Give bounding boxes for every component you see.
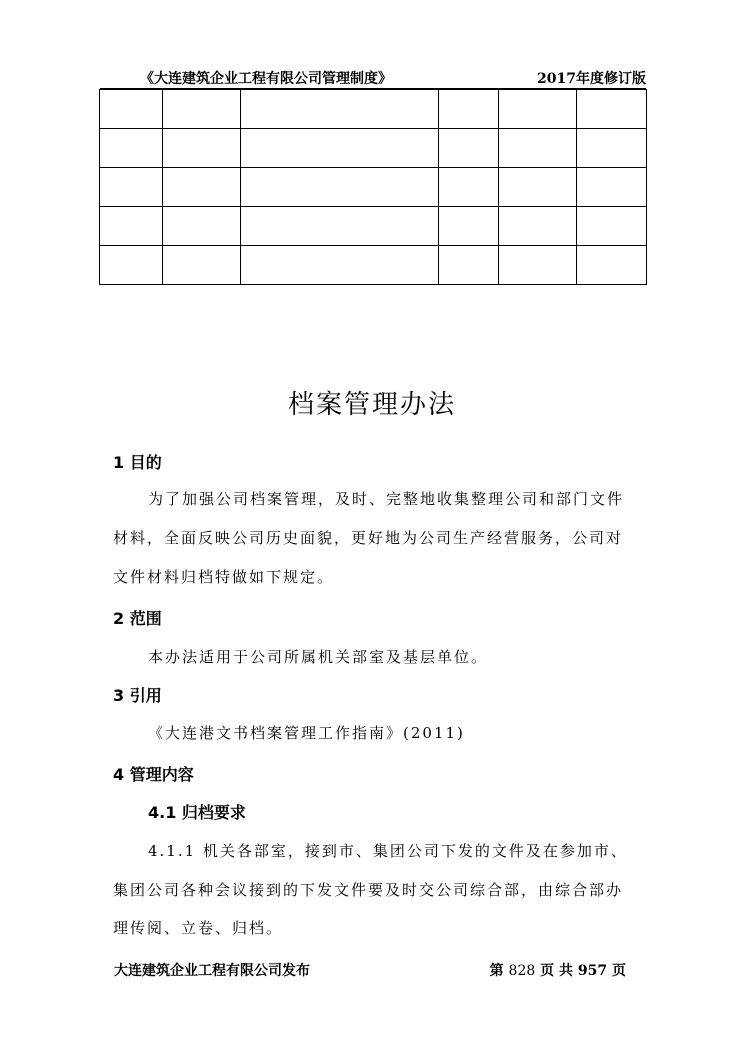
table-cell	[100, 90, 163, 129]
page-current: 828	[508, 963, 536, 979]
header-title: 《大连建筑企业工程有限公司管理制度》	[140, 71, 392, 87]
table-row	[100, 129, 647, 168]
paragraph-line: 4.1.1 机关各部室，接到市、集团公司下发的文件及在参加市、	[148, 842, 628, 860]
paragraph-line: 为了加强公司档案管理，及时、完整地收集整理公司和部门文件	[148, 490, 625, 508]
table-row	[100, 207, 647, 246]
document-title: 档案管理办法	[287, 390, 456, 420]
table-cell	[162, 129, 240, 168]
table-cell	[240, 246, 439, 285]
table-cell	[240, 168, 439, 207]
table-cell	[162, 246, 240, 285]
table-cell	[240, 129, 439, 168]
blank-table	[99, 89, 647, 285]
table-cell	[499, 207, 577, 246]
table-cell	[439, 207, 499, 246]
paragraph-line: 材料，全面反映公司历史面貌，更好地为公司生产经营服务，公司对	[113, 529, 624, 547]
table-cell	[577, 129, 647, 168]
table-row	[100, 90, 647, 129]
table-cell	[162, 168, 240, 207]
table-cell	[100, 168, 163, 207]
table-row	[100, 246, 647, 285]
table-cell	[240, 90, 439, 129]
section-heading-reference: 3 引用	[113, 686, 162, 705]
page-number	[490, 960, 626, 980]
table-cell	[240, 207, 439, 246]
table-cell	[577, 246, 647, 285]
page-header	[100, 66, 646, 89]
table-cell	[499, 90, 577, 129]
table-cell	[577, 168, 647, 207]
table-cell	[162, 207, 240, 246]
page-total: 957	[577, 963, 608, 979]
paragraph-line: 《大连港文书档案管理工作指南》(2011)	[148, 724, 465, 742]
table-cell	[439, 246, 499, 285]
table-cell	[577, 90, 647, 129]
paragraph-line: 集团公司各种会议接到的下发文件要及时交公司综合部，由综合部办	[113, 881, 624, 899]
paragraph-line: 理传阅、立卷、归档。	[113, 919, 284, 937]
section-heading-management: 4 管理内容	[113, 765, 194, 784]
section-heading-scope: 2 范围	[113, 609, 162, 628]
page-prefix: 第	[489, 963, 504, 979]
table-cell	[100, 129, 163, 168]
table-row	[100, 168, 647, 207]
table-cell	[439, 90, 499, 129]
table-cell	[162, 90, 240, 129]
table-cell	[499, 246, 577, 285]
paragraph-line: 本办法适用于公司所属机关部室及基层单位。	[148, 648, 489, 666]
section-heading-purpose: 1 目的	[113, 453, 162, 472]
table-cell	[439, 168, 499, 207]
table-cell	[100, 207, 163, 246]
table-cell	[577, 207, 647, 246]
subsection-heading-filing: 4.1 归档要求	[148, 803, 246, 822]
header-version: 2017年度修订版	[537, 71, 646, 87]
paragraph-line: 文件材料归档特做如下规定。	[113, 568, 335, 586]
page-mid: 页 共	[540, 963, 574, 979]
table-cell	[100, 246, 163, 285]
table-cell	[499, 168, 577, 207]
table-cell	[499, 129, 577, 168]
footer-publisher: 大连建筑企业工程有限公司发布	[114, 963, 310, 979]
table-cell	[439, 129, 499, 168]
page-suffix: 页	[612, 963, 626, 979]
